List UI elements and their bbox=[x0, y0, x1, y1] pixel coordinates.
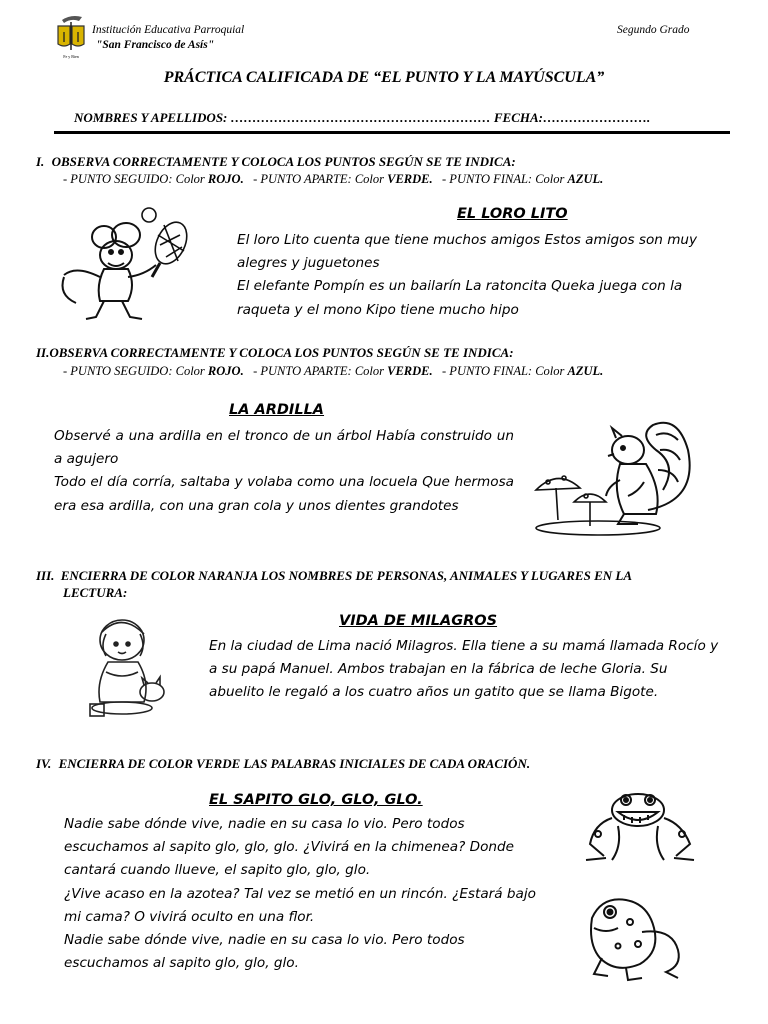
smiling-frog-illustration bbox=[582, 788, 698, 870]
section-3-instruction-cont: LECTURA: bbox=[63, 585, 128, 600]
section-3-instruction bbox=[36, 568, 632, 584]
legend-seguido: - PUNTO SEGUIDO: Color bbox=[63, 172, 208, 186]
squirrel-illustration bbox=[528, 410, 708, 540]
grade-label: Segundo Grado bbox=[617, 24, 690, 36]
story-title: EL SAPITO GLO, GLO, GLO. bbox=[209, 792, 423, 808]
header-rule bbox=[54, 131, 730, 134]
legend-color-verde: VERDE. bbox=[387, 364, 433, 378]
story-title: LA ARDILLA bbox=[229, 402, 325, 418]
section-2-instruction bbox=[36, 345, 514, 361]
section-1-legend bbox=[63, 172, 603, 187]
institution-name: Institución Educativa Parroquial bbox=[92, 24, 245, 36]
legend-seguido: - PUNTO SEGUIDO: Color bbox=[63, 364, 208, 378]
school-name: "San Francisco de Asís" bbox=[96, 39, 215, 51]
instruction-text: OBSERVA CORRECTAMENTE Y COLOCA LOS PUNTOS SEGÚN SE TE INDICA: bbox=[51, 154, 516, 169]
legend-color-rojo: ROJO. bbox=[207, 172, 244, 186]
instruction-text: ENCIERRA DE COLOR VERDE LAS PALABRAS INICIALES DE CADA ORACIÓN. bbox=[58, 756, 531, 771]
story-line: Nadie sabe dónde vive, nadie en su casa lo vio. Pero todos bbox=[64, 932, 465, 949]
story-line: mi cama? O vivirá oculto en una flor. bbox=[64, 908, 315, 925]
story-line: escuchamos al sapito glo, glo, glo. bbox=[64, 955, 299, 972]
legend-final: - PUNTO FINAL: Color bbox=[442, 172, 568, 186]
story-paragraph: Todo el día corría, saltaba y volaba como una locuela Que hermosa era esa ardilla, con una gran cola y unos dientes grandotes bbox=[54, 474, 514, 514]
page-title: PRÁCTICA CALIFICADA DE “EL PUNTO Y LA MAYÚSCULA” bbox=[163, 69, 605, 86]
story-line: escuchamos al sapito glo, glo, glo. ¿Vivirá en la chimenea? Donde bbox=[64, 839, 515, 856]
story-paragraph: El loro Lito cuenta que tiene muchos amigos Estos amigos son muy alegres y juguetones bbox=[237, 232, 698, 272]
legend-aparte: - PUNTO APARTE: Color bbox=[253, 172, 388, 186]
section-number: II. bbox=[36, 345, 50, 360]
story-line: cantará cuando llueve, el sapito glo, glo, glo. bbox=[64, 862, 371, 879]
story-line: ¿Vive acaso en la azotea? Tal vez se metió en un rincón. ¿Estará bajo bbox=[64, 885, 536, 902]
legend-color-azul: AZUL. bbox=[567, 172, 604, 186]
story-title: VIDA DE MILAGROS bbox=[339, 613, 498, 629]
school-logo bbox=[52, 14, 90, 60]
section-number: I. bbox=[36, 154, 45, 169]
names-date-line: NOMBRES Y APELLIDOS: …………………………………………………… FECHA:……………………. bbox=[74, 110, 651, 125]
legend-final: - PUNTO FINAL: Color bbox=[442, 364, 568, 378]
section-2-legend bbox=[63, 364, 603, 379]
story-text bbox=[64, 813, 574, 975]
legend-color-verde: VERDE. bbox=[387, 172, 433, 186]
legend-aparte: - PUNTO APARTE: Color bbox=[253, 364, 388, 378]
section-number: IV. bbox=[36, 756, 52, 771]
section-number: III. bbox=[36, 568, 55, 583]
story-paragraph: Observé a una ardilla en el tronco de un árbol Había construido un a agujero bbox=[54, 428, 514, 468]
instruction-text: OBSERVA CORRECTAMENTE Y COLOCA LOS PUNTOS SEGÚN SE TE INDICA: bbox=[49, 345, 514, 360]
story-paragraph: El elefante Pompín es un bailarín La ratoncita Queka juega con la raqueta y el mono Kipo tiene mucho hipo bbox=[237, 278, 683, 318]
story-paragraph: En la ciudad de Lima nació Milagros. Ella tiene a su mamá llamada Rocío y a su papá Manuel. Ambos trabajan en la fábrica de leche Gloria. Su abuelito le regaló a los cuatro años un gatito que se llama Bigote. bbox=[209, 638, 719, 701]
story-text bbox=[54, 425, 514, 518]
story-title: EL LORO LITO bbox=[457, 206, 568, 222]
logo-caption: Fe y Bien bbox=[63, 54, 79, 59]
frog-side-illustration bbox=[582, 888, 690, 982]
girl-with-cat-illustration bbox=[86, 612, 174, 722]
legend-color-azul: AZUL. bbox=[567, 364, 604, 378]
mouse-tennis-illustration bbox=[56, 205, 191, 325]
legend-color-rojo: ROJO. bbox=[207, 364, 244, 378]
section-4-instruction bbox=[36, 756, 530, 772]
story-text bbox=[237, 229, 715, 322]
section-1-instruction bbox=[36, 154, 516, 170]
instruction-text: ENCIERRA DE COLOR NARANJA LOS NOMBRES DE PERSONAS, ANIMALES Y LUGARES EN LA bbox=[60, 568, 633, 583]
story-line: Nadie sabe dónde vive, nadie en su casa lo vio. Pero todos bbox=[64, 816, 465, 832]
story-text bbox=[209, 635, 719, 705]
